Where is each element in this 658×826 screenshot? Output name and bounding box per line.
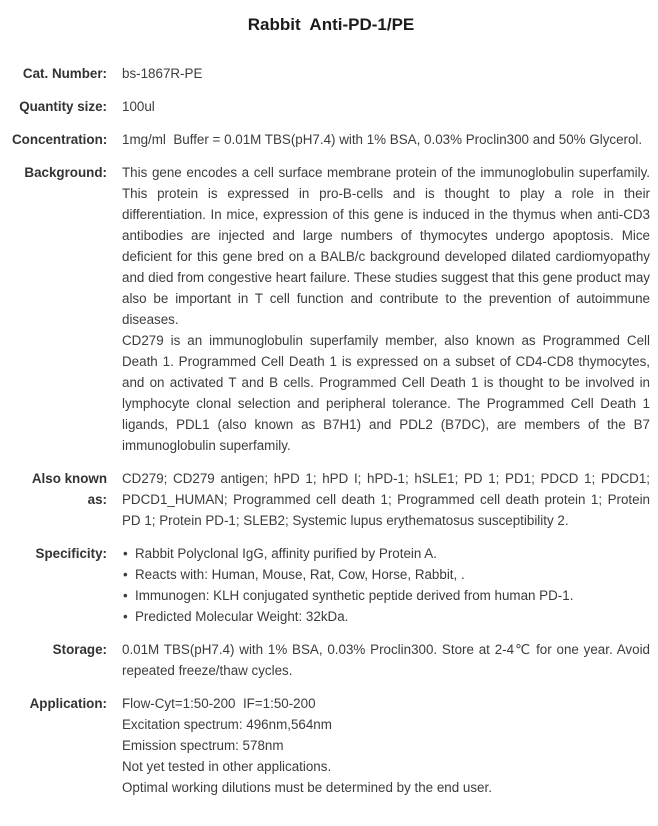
row-application — [12, 693, 650, 798]
label-cat-number: Cat. Number: — [22, 66, 107, 81]
label-background: Background: — [24, 165, 107, 180]
label-application: Application: — [29, 696, 107, 711]
specificity-bullet-item: • Immunogen: KLH conjugated synthetic peptide derived from human PD-1. — [122, 585, 650, 606]
application-line: Flow-Cyt=1:50-200 IF=1:50-200 — [122, 696, 316, 711]
value-application — [122, 693, 650, 798]
value-storage: 0.01M TBS(pH7.4) with 1% BSA, 0.03% Proclin300. Store at 2-4℃ for one year. Avoid repeated freeze/thaw cycles. — [122, 642, 650, 678]
specificity-bullet-item: • Reacts with: Human, Mouse, Rat, Cow, Horse, Rabbit, . — [122, 564, 650, 585]
row-concentration — [12, 129, 650, 150]
application-line: Not yet tested in other applications. — [122, 759, 332, 774]
application-line: Excitation spectrum: 496nm,564nm — [122, 717, 332, 732]
value-specificity — [122, 543, 650, 627]
label-quantity-size: Quantity size: — [19, 99, 107, 114]
background-paragraph: CD279 is an immunoglobulin superfamily member, also known as Programmed Cell Death 1. Programmed Cell Death 1 is expressed on a subset of CD4-CD8 thymocytes, and on activated T and B cells. Programmed Cell Death 1 is thought to be involved in lymphocyte clonal selection and peripheral tolerance. The Programmed Cell Death 1 ligands, PDL1 (also known as B7H1) and PDL2 (B7DC), are members of the B7 immunoglobulin superfamily. — [122, 333, 650, 453]
row-storage — [12, 639, 650, 681]
specificity-bullet-item: • Predicted Molecular Weight: 32kDa. — [122, 606, 650, 627]
label-also-known-as: Also known as: — [31, 471, 107, 507]
row-cat-number — [12, 63, 650, 84]
page-title: Rabbit Anti-PD-1/PE — [247, 15, 415, 34]
application-line: Emission spectrum: 578nm — [122, 738, 284, 753]
value-cat-number: bs-1867R-PE — [122, 66, 203, 81]
label-storage: Storage: — [52, 642, 107, 657]
label-specificity: Specificity: — [35, 546, 107, 561]
value-concentration: 1mg/ml Buffer = 0.01M TBS(pH7.4) with 1% BSA, 0.03% Proclin300 and 50% Glycerol. — [122, 132, 643, 147]
label-concentration: Concentration: — [12, 132, 108, 147]
row-also-known-as — [12, 468, 650, 531]
specificity-bullet-item: • Rabbit Polyclonal IgG, affinity purified by Protein A. — [122, 543, 650, 564]
row-quantity-size — [12, 96, 650, 117]
value-quantity-size: 100ul — [122, 99, 155, 114]
value-also-known-as: CD279; CD279 antigen; hPD 1; hPD I; hPD-1; hSLE1; PD 1; PD1; PDCD 1; PDCD1; PDCD1_HUMAN; Programmed cell death 1; Programmed cell death protein 1; Protein PD 1; Protein PD-1; SLEB2; Systemic lupus erythematosus susceptibility 2. — [122, 471, 650, 528]
background-paragraph: This gene encodes a cell surface membrane protein of the immunoglobulin superfamily. This protein is expressed in pro-B-cells and is thought to play a role in their differentiation. In mice, expression of this gene is induced in the thymus when anti-CD3 antibodies are injected and large numbers of thymocytes undergo apoptosis. Mice deficient for this gene bred on a BALB/c background developed dilated cardiomyopathy and died from congestive heart failure. These studies suggest that this gene product may also be important in T cell function and contribute to the prevention of autoimmune diseases. — [122, 165, 650, 327]
row-specificity — [12, 543, 650, 627]
application-line: Optimal working dilutions must be determined by the end user. — [122, 780, 492, 795]
value-background — [122, 162, 650, 456]
row-background — [12, 162, 650, 456]
